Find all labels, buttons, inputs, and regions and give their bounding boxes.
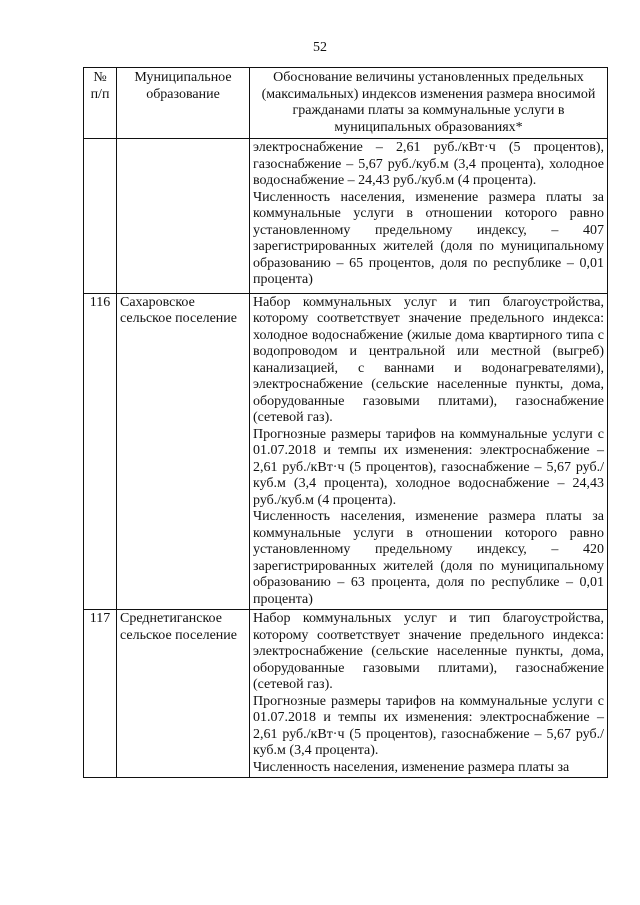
- row-number: 116: [84, 293, 117, 610]
- header-number: № п/п: [84, 68, 117, 139]
- basis-paragraph: Численность населения, изменение размера платы за коммунальные услуги в отношении которого равно установленному предельному индексу, – 420 зарегистрированных жителей (доля по муниципальному образованию – 63 процента, доля по республике – 0,01 процента): [253, 509, 604, 607]
- row-basis: [250, 139, 608, 294]
- header-municipality: Муниципальное образование: [117, 68, 250, 139]
- table-row: [84, 610, 608, 778]
- row-basis: [250, 610, 608, 778]
- table-row: [84, 293, 608, 610]
- row-municipality: [117, 139, 250, 294]
- row-basis: [250, 293, 608, 610]
- row-number: [84, 139, 117, 294]
- basis-paragraph: Прогнозные размеры тарифов на коммунальные услуги с 01.07.2018 и темпы их изменения: электроснабжение – 2,61 руб./кВт·ч (5 процентов), газоснабжение – 5,67 руб./куб.м (3,4 процента), холодное водоснабжение – 24,43 руб./куб.м (4 процента).: [253, 426, 604, 508]
- municipal-index-table: [83, 67, 608, 778]
- basis-paragraph: Набор коммунальных услуг и тип благоустройства, которому соответствует значение предельного индекса: холодное водоснабжение (жилые дома квартирного типа с водопроводом и центральной или местной (выгреб) канализацией, с ваннами и водонагревателями), электроснабжение (сельские населенные пункты, дома, оборудованные газовыми плитами), газоснабжение (сетевой газ).: [253, 294, 604, 425]
- header-basis: Обоснование величины установленных предельных (максимальных) индексов изменения размера вносимой гражданами платы за коммунальные услуги в муниципальных образованиях*: [250, 68, 608, 139]
- basis-paragraph: Численность населения, изменение размера платы за коммунальные услуги в отношении которого равно установленному предельному индексу, – 407 зарегистрированных жителей (доля по муниципальному образованию – 65 процентов, доля по республике – 0,01 процента): [253, 189, 604, 287]
- row-municipality: Сахаровское сельское поселение: [117, 293, 250, 610]
- basis-paragraph: электроснабжение – 2,61 руб./кВт·ч (5 процентов), газоснабжение – 5,67 руб./куб.м (3,4 процента), холодное водоснабжение – 24,43 руб./куб.м (4 процента).: [253, 140, 604, 188]
- table-row: [84, 139, 608, 294]
- page-number: 52: [313, 40, 327, 55]
- basis-paragraph: Набор коммунальных услуг и тип благоустройства, которому соответствует значение предельного индекса: электроснабжение (сельские населенные пункты, дома, оборудованные газовыми плитами), газоснабжение (сетевой газ).: [253, 611, 604, 692]
- row-number: 117: [84, 610, 117, 778]
- table-header-row: [84, 68, 608, 139]
- row-municipality: Среднетиганское сельское поселение: [117, 610, 250, 778]
- basis-paragraph: Численность населения, изменение размера платы за: [253, 759, 570, 775]
- basis-paragraph: Прогнозные размеры тарифов на коммунальные услуги с 01.07.2018 и темпы их изменения: электроснабжение – 2,61 руб./кВт·ч (5 процентов), газоснабжение – 5,67 руб./куб.м (3,4 процента).: [253, 693, 604, 758]
